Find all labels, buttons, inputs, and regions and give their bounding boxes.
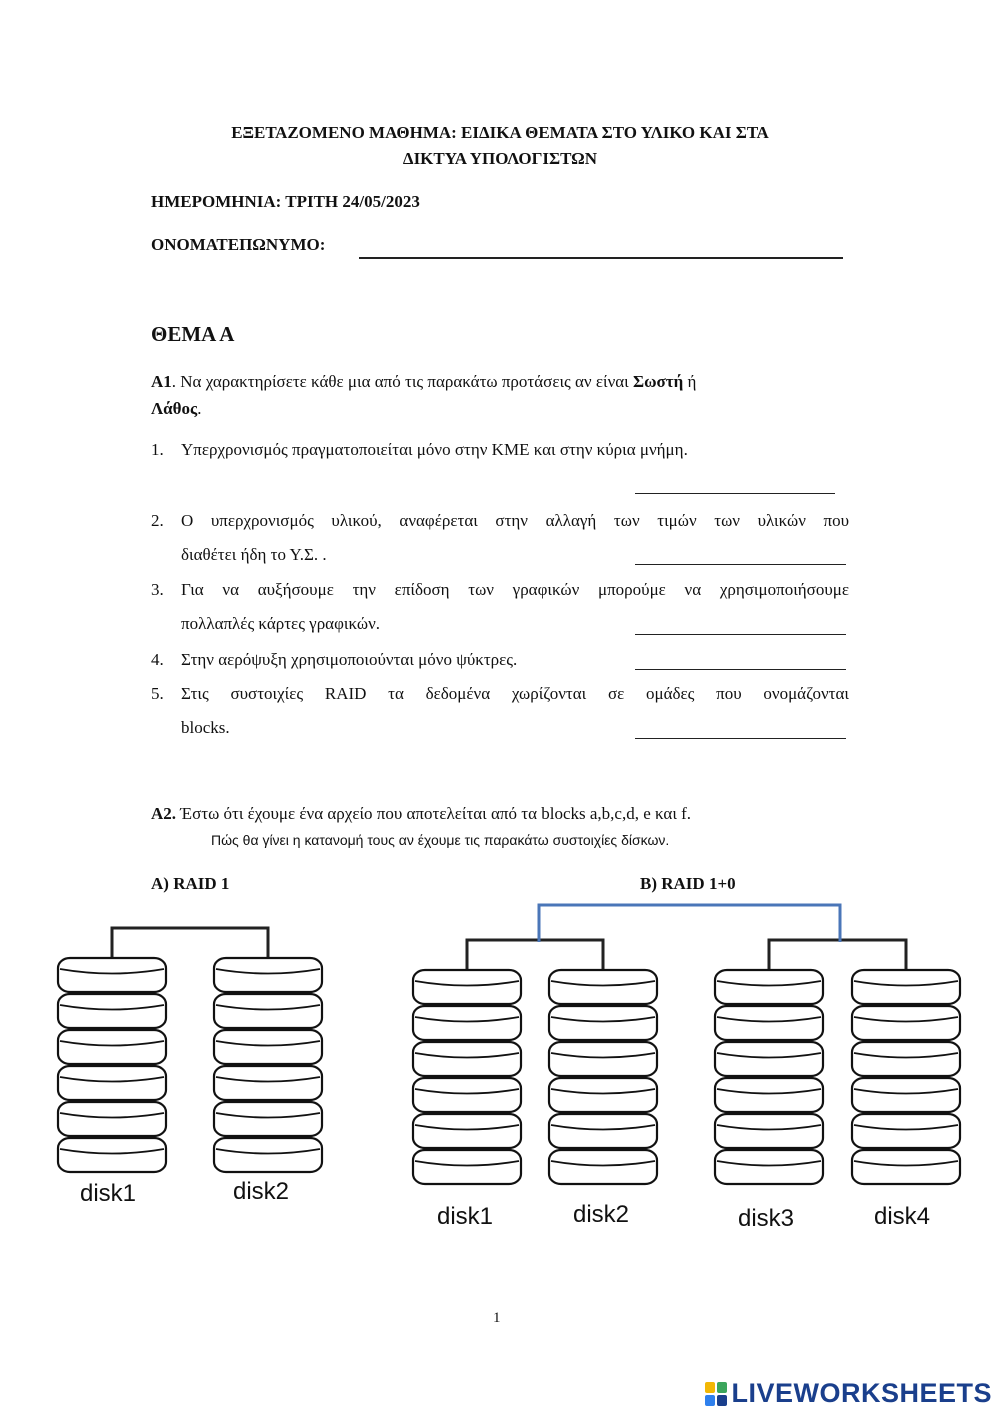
- disk-platter: [549, 1114, 657, 1148]
- question-2-line2: διαθέτει ήδη το Υ.Σ. .: [181, 545, 327, 564]
- name-input-line[interactable]: [359, 257, 843, 259]
- section-title: ΘΕΜΑ Α: [151, 322, 235, 346]
- raid10-brackets: [467, 940, 906, 972]
- liveworksheets-logo-icon: [705, 1382, 727, 1406]
- question-2-line1: Ο υπερχρονισμός υλικού, αναφέρεται στην αλλαγή των τιμών των υλικών που: [181, 511, 849, 530]
- question-3-line2: πολλαπλές κάρτες γραφικών.: [181, 614, 381, 633]
- a1-label: Α1: [151, 372, 172, 391]
- disk-platter: [852, 1006, 960, 1040]
- disk-platter: [413, 1006, 521, 1040]
- question-4-text: Στην αερόψυξη χρησιμοποιούνται μόνο ψύκτρες.: [181, 650, 518, 669]
- disk-platter: [58, 1030, 166, 1064]
- liveworksheets-brand: LIVEWORKSHEETS: [731, 1378, 992, 1408]
- disk-platter: [852, 1042, 960, 1076]
- disk-platter: [214, 1066, 322, 1100]
- question-1-answer-blank[interactable]: [635, 493, 835, 494]
- disk-label: disk3: [738, 1205, 795, 1232]
- disk-platter: [549, 1042, 657, 1076]
- disk-platter: [413, 1042, 521, 1076]
- disk-platter: [715, 1078, 823, 1112]
- a1-wrong: Λάθος: [151, 399, 198, 418]
- exam-title-line2: ΔΙΚΤΥΑ ΥΠΟΛΟΓΙΣΤΩΝ: [402, 149, 598, 168]
- question-2-number: 2.: [151, 511, 164, 530]
- disk-stack-3: [413, 970, 521, 1184]
- disk-platter: [549, 970, 657, 1004]
- name-label: ΟΝΟΜΑΤΕΠΩΝΥΜΟ:: [151, 235, 326, 254]
- disk-stack-5: [715, 970, 823, 1184]
- question-1-number: 1.: [151, 440, 164, 459]
- question-5-number: 5.: [151, 684, 164, 703]
- a2-line2: Πώς θα γίνει η κατανομή τους αν έχουμε τις παρακάτω συστοιχίες δίσκων.: [211, 832, 670, 848]
- a1-or: ή: [683, 372, 697, 391]
- a1-text: . Να χαρακτηρίσετε κάθε μια από τις παρακάτω προτάσεις αν είναι: [171, 372, 633, 391]
- disk-platter: [58, 958, 166, 992]
- disk-platter: [58, 1138, 166, 1172]
- question-4-number: 4.: [151, 650, 164, 669]
- raid10-caption: Β) RAID 1+0: [640, 874, 736, 893]
- disk-platter: [214, 1102, 322, 1136]
- disk-platter: [549, 1078, 657, 1112]
- disk-platter: [214, 1138, 322, 1172]
- exam-date: ΗΜΕΡΟΜΗΝΙΑ: ΤΡΙΤΗ 24/05/2023: [151, 192, 420, 211]
- disk-platter: [549, 1150, 657, 1184]
- disk-platter: [715, 1150, 823, 1184]
- disk-platter: [214, 1030, 322, 1064]
- disk-platter: [715, 1042, 823, 1076]
- raid10-top-bracket: [539, 905, 840, 942]
- a1-end: .: [197, 399, 202, 418]
- disk-label: disk1: [80, 1180, 137, 1207]
- disk-platter: [715, 1114, 823, 1148]
- disk-stack-1: [58, 958, 166, 1172]
- disk-label: disk2: [233, 1178, 290, 1205]
- disk-platter: [715, 970, 823, 1004]
- disk-platter: [549, 1006, 657, 1040]
- page-number: 1: [493, 1310, 501, 1326]
- a1-correct: Σωστή: [633, 372, 684, 391]
- question-5-answer-blank[interactable]: [635, 738, 846, 739]
- disk-platter: [852, 1150, 960, 1184]
- disk-platter: [413, 1078, 521, 1112]
- disk-platter: [413, 1114, 521, 1148]
- disk-platter: [214, 994, 322, 1028]
- question-3-number: 3.: [151, 580, 164, 599]
- a2-text: Έστω ότι έχουμε ένα αρχείο που αποτελείται από τα blocks a,b,c,d, e και f.: [176, 804, 692, 823]
- disk-platter: [852, 970, 960, 1004]
- question-3-answer-blank[interactable]: [635, 634, 846, 635]
- question-4-answer-blank[interactable]: [635, 669, 846, 670]
- disk-stack-2: [214, 958, 322, 1172]
- disk-platter: [715, 1006, 823, 1040]
- disk-platter: [413, 1150, 521, 1184]
- raid1-caption: Α) RAID 1: [151, 874, 230, 893]
- question-1-text: Υπερχρονισμός πραγματοποιείται μόνο στην ΚΜΕ και στην κύρια μνήμη.: [181, 440, 688, 459]
- raid1-bracket: [112, 928, 268, 960]
- disk-platter: [852, 1114, 960, 1148]
- disk-label: disk4: [874, 1203, 931, 1230]
- disk-platter: [58, 1066, 166, 1100]
- a1-instruction: [151, 368, 849, 422]
- question-5-line1: Στις συστοιχίες RAID τα δεδομένα χωρίζονται σε ομάδες που ονομάζονται: [181, 684, 849, 703]
- raid-diagrams: [0, 880, 1000, 1260]
- disk-platter: [214, 958, 322, 992]
- disk-platter: [852, 1078, 960, 1112]
- liveworksheets-logo[interactable]: [705, 1378, 992, 1409]
- question-5-line2: blocks.: [181, 718, 230, 737]
- disk-platter: [58, 1102, 166, 1136]
- disk-stack-6: [852, 970, 960, 1184]
- disk-platter: [58, 994, 166, 1028]
- exam-title-line1: ΕΞΕΤΑΖΟΜΕΝΟ ΜΑΘΗΜΑ: ΕΙΔΙΚΑ ΘΕΜΑΤΑ ΣΤΟ ΥΛΙΚΟ ΚΑΙ ΣΤΑ: [231, 123, 769, 142]
- disk-label: disk2: [573, 1201, 630, 1228]
- a2-label: Α2.: [151, 804, 177, 823]
- a2-instruction: [151, 804, 691, 824]
- question-3-line1: Για να αυξήσουμε την επίδοση των γραφικών μπορούμε να χρησιμοποιήσουμε: [181, 580, 849, 599]
- disk-label: disk1: [437, 1203, 494, 1230]
- disk-stack-4: [549, 970, 657, 1184]
- disk-platter: [413, 970, 521, 1004]
- question-2-answer-blank[interactable]: [635, 564, 846, 565]
